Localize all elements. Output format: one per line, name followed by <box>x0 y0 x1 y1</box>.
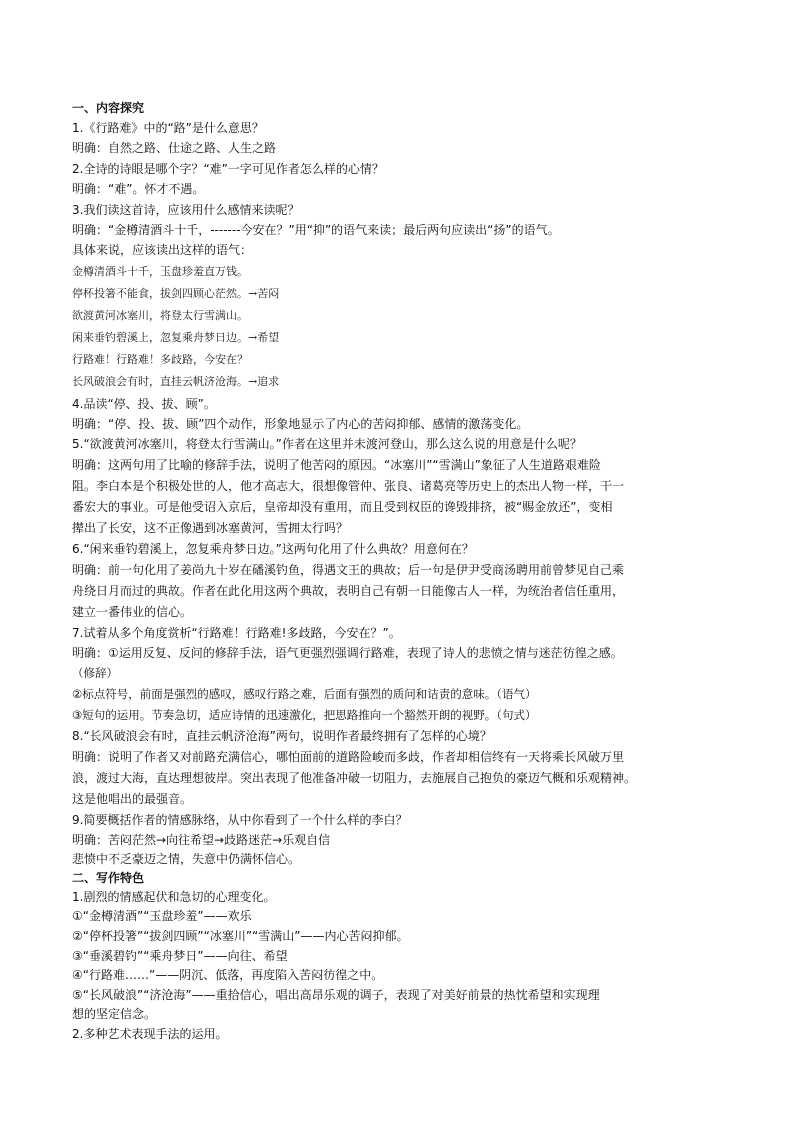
question-3: 3.我们读这首诗，应该用什么感情来读呢？ <box>72 203 300 217</box>
feature-1-item-3: ③“垂溪碧钓”“乘舟梦日”——向往、希望 <box>72 949 288 963</box>
feature-1-item-2: ②“停杯投箸”“拔剑四顾”“冰塞川”“雪满山”——内心苦闷抑郁。 <box>72 929 409 943</box>
question-1: 1.《行路难》中的“路”是什么意思？ <box>72 121 264 135</box>
question-5: 5.“欲渡黄河冰塞川，将登太行雪满山。”作者在这里并未渡河登山，那么这么说的用意是什么呢？ <box>72 437 582 451</box>
poem-line-5: 行路难！行路难！多歧路，今安在？ <box>72 353 248 366</box>
question-6: 6.“闲来垂钓碧溪上，忽复乘舟梦日边。”这两句化用了什么典故？用意何在？ <box>72 542 474 556</box>
feature-1: 1.剧烈的情感起伏和急切的心理变化。 <box>72 890 276 904</box>
poem-line-1: 金樽清酒斗十千，玉盘珍羞直万钱。 <box>72 265 248 278</box>
answer-5-line-1: 明确：这两句用了比喻的修辞手法，说明了他苦闷的原因。“冰塞川”“雪满山”象征了人生道路艰难险 <box>72 458 601 472</box>
answer-9-line-1: 明确：苦闷茫然→向往希望→歧路迷茫→乐观自信 <box>72 833 331 847</box>
answer-1: 明确：自然之路、仕途之路、人生之路 <box>72 141 277 155</box>
question-2: 2.全诗的诗眼是哪个字？“难”一字可见作者怎么样的心情？ <box>72 162 384 176</box>
answer-3-detail: 具体来说，应该读出这样的语气： <box>72 243 253 257</box>
question-8: 8.“长风破浪会有时，直挂云帆济沧海”两句，说明作者最终拥有了怎样的心境？ <box>72 729 492 743</box>
section-heading-content: 一、内容探究 <box>72 101 145 115</box>
question-4: 4.品读“停、投、拔、顾”。 <box>72 397 216 411</box>
feature-1-item-5-line-1: ⑤“长风破浪”“济沧海”——重拾信心，唱出高昂乐观的调子，表现了对美好前景的热忱希望和实现理 <box>72 988 600 1002</box>
feature-2: 2.多种艺术表现手法的运用。 <box>72 1027 228 1041</box>
answer-6-line-1: 明确：前一句化用了姜尚九十岁在磻溪钓鱼，得遇文王的典故；后一句是伊尹受商汤聘用前曾梦见自己乘 <box>72 563 625 577</box>
feature-1-item-1: ①“金樽清酒”“玉盘珍羞”——欢乐 <box>72 909 252 923</box>
poem-line-4: 闲来垂钓碧溪上，忽复乘舟梦日边。→希望 <box>72 331 280 344</box>
answer-7-line-1: 明确：①运用反复、反问的修辞手法，语气更强烈强调行路难，表现了诗人的悲愤之情与迷茫彷徨之感。 <box>72 646 623 660</box>
answer-9-line-2: 悲愤中不乏豪迈之情，失意中仍满怀信心。 <box>72 852 301 866</box>
question-9: 9.简要概括作者的情感脉络，从中你看到了一个什么样的李白？ <box>72 813 408 827</box>
feature-1-item-4: ④“行路难……”——阴沉、低落，再度陷入苦闷彷徨之中。 <box>72 968 384 982</box>
answer-6-line-3: 建立一番伟业的信心。 <box>72 605 193 619</box>
answer-6-line-2: 舟绕日月而过的典故。作者在此化用这两个典故，表明自己有朝一日能像古人一样，为统治者信任重用， <box>72 584 625 598</box>
answer-5-line-4: 撵出了长安，这不正像遇到冰塞黄河，雪拥太行吗？ <box>72 521 349 535</box>
question-7: 7.试着从多个角度赏析“行路难！行路难!多歧路，今安在？”。 <box>72 626 401 640</box>
poem-line-3: 欲渡黄河冰塞川，将登太行雪满山。 <box>72 309 248 322</box>
answer-8-line-3: 这是他唱出的最强音。 <box>72 792 193 806</box>
poem-line-6: 长风破浪会有时，直挂云帆济沧海。→追求 <box>72 375 280 388</box>
answer-7-line-4: ③短句的运用。节奏急切，适应诗情的迅速激化，把思路推向一个豁然开朗的视野。（句式） <box>72 708 537 722</box>
answer-4: 明确：“停、投、拔、顾”四个动作，形象地显示了内心的苦闷抑郁、感情的激荡变化。 <box>72 417 529 431</box>
answer-8-line-1: 明确：说明了作者又对前路充满信心，哪怕面前的道路险峻而多歧，作者却相信终有一天将乘长风破万里 <box>72 750 625 764</box>
feature-1-item-5-line-2: 想的坚定信念。 <box>72 1007 157 1021</box>
answer-3: 明确：“金樽清酒斗十千，-------今安在？”用“抑”的语气来读；最后两句应读出“扬”的语气。 <box>72 223 560 237</box>
answer-8-line-2: 浪，渡过大海，直达理想彼岸。突出表现了他准备冲破一切阻力，去施展自己抱负的豪迈气概和乐观精神。 <box>72 771 637 785</box>
answer-2: 明确：“难”。怀才不遇。 <box>72 182 205 196</box>
poem-line-2: 停杯投箸不能食，拔剑四顾心茫然。→苦闷 <box>72 287 280 300</box>
answer-5-line-3: 番宏大的事业。可是他受诏入京后，皇帝却没有重用，而且受到权臣的谗毁排挤，被“赐金放还”，变相 <box>72 500 613 514</box>
answer-7-line-3: ②标点符号，前面是强烈的感叹，感叹行路之难，后面有强烈的质问和诘责的意味。（语气） <box>72 687 537 701</box>
answer-5-line-2: 阻。李白本是个积极处世的人，他才高志大，很想像管仲、张良、诸葛亮等历史上的杰出人物一样，干一 <box>72 479 625 493</box>
answer-7-line-2: （修辞） <box>72 666 118 680</box>
section-heading-writing: 二、写作特色 <box>72 871 145 885</box>
